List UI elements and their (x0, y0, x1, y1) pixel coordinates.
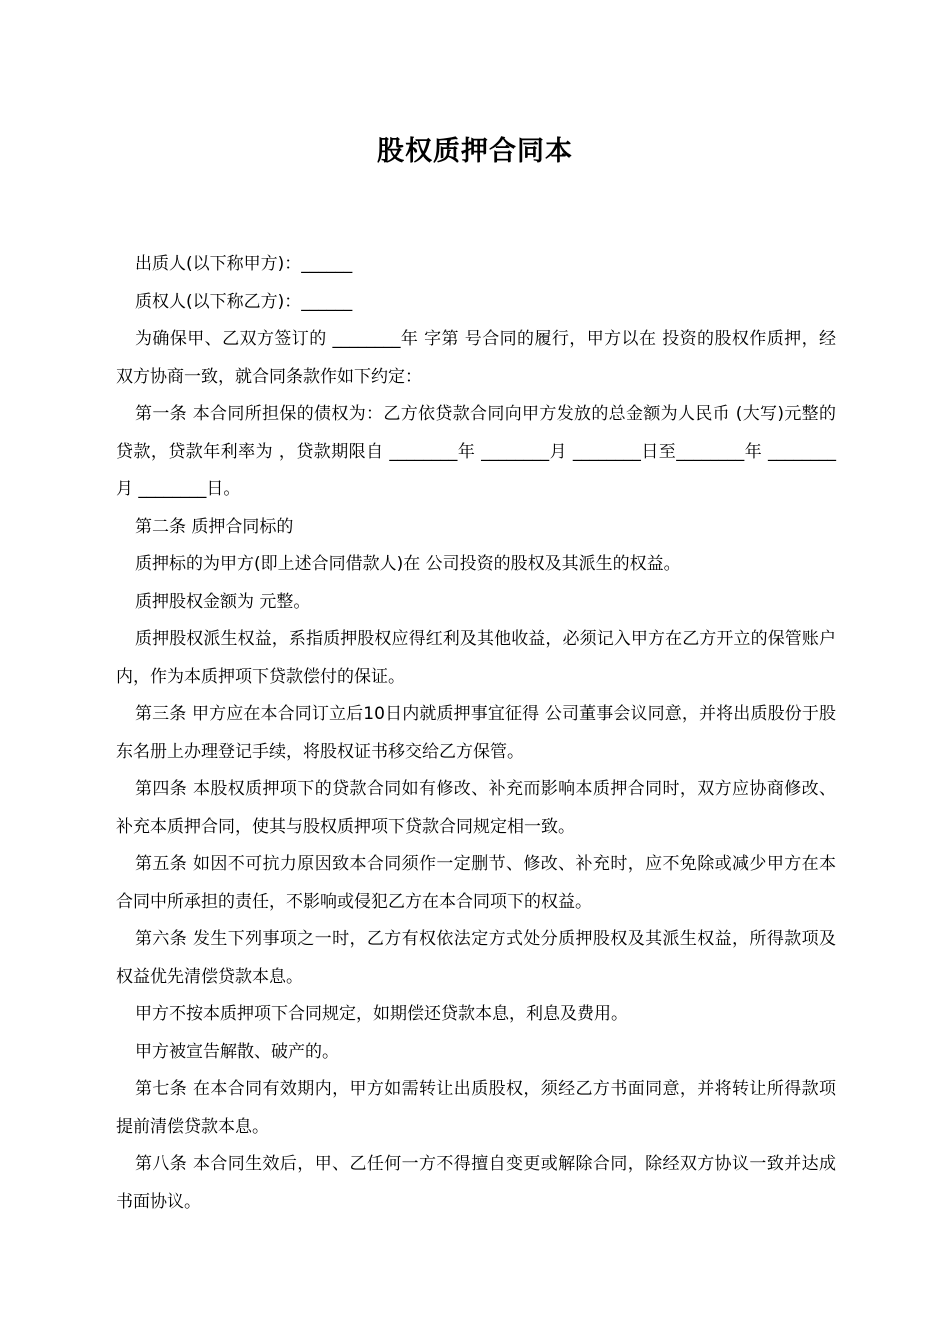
article-4: 第四条 本股权质押项下的贷款合同如有修改、补充而影响本质押合同时，双方应协商修改、补充本质押合同，使其与股权质押项下贷款合同规定相一致。 (116, 779, 836, 837)
article-6-item-1: 甲方不按本质押项下合同规定，如期偿还贷款本息，利息及费用。 (135, 1004, 628, 1024)
article-5: 第五条 如因不可抗力原因致本合同须作一定删节、修改、补充时，应不免除或减少甲方在本合同中所承担的责任，不影响或侵犯乙方在本合同项下的权益。 (116, 854, 836, 912)
article-1: 第一条 本合同所担保的债权为：乙方依贷款合同向甲方发放的总金额为人民币 (大写)元整的贷款，贷款年利率为 ，贷款期限自 ________年 ________月 ________日至________年 ________月 ________日。 (116, 404, 836, 499)
article-2-subject: 质押标的为甲方(即上述合同借款人)在 公司投资的股权及其派生的权益。 (135, 554, 681, 574)
article-2-derived-rights: 质押股权派生权益，系指质押股权应得红利及其他收益，必须记入甲方在乙方开立的保管账户内，作为本质押项下贷款偿付的保证。 (116, 629, 836, 687)
preamble-paragraph: 为确保甲、乙双方签订的 ________年 字第 号合同的履行，甲方以在 投资的股权作质押，经双方协商一致，就合同条款作如下约定： (116, 329, 836, 387)
contract-body (116, 246, 836, 1221)
document-title: 股权质押合同本 (377, 136, 573, 167)
pledgee-line: 质权人(以下称乙方)：______ (135, 291, 353, 312)
article-8: 第八条 本合同生效后，甲、乙任何一方不得擅自变更或解除合同，除经双方协议一致并达成书面协议。 (116, 1154, 836, 1212)
article-6: 第六条 发生下列事项之一时，乙方有权依法定方式处分质押股权及其派生权益，所得款项及权益优先清偿贷款本息。 (116, 929, 836, 987)
article-2-heading: 第二条 质押合同标的 (135, 516, 294, 537)
article-6-item-2: 甲方被宣告解散、破产的。 (135, 1041, 339, 1062)
article-2-amount: 质押股权金额为 元整。 (135, 591, 311, 612)
pledgor-line: 出质人(以下称甲方)：______ (135, 254, 353, 274)
article-3: 第三条 甲方应在本合同订立后10日内就质押事宜征得 公司董事会议同意，并将出质股份于股东名册上办理登记手续，将股权证书移交给乙方保管。 (116, 704, 836, 762)
article-7: 第七条 在本合同有效期内，甲方如需转让出质股权，须经乙方书面同意，并将转让所得款项提前清偿贷款本息。 (116, 1079, 836, 1137)
